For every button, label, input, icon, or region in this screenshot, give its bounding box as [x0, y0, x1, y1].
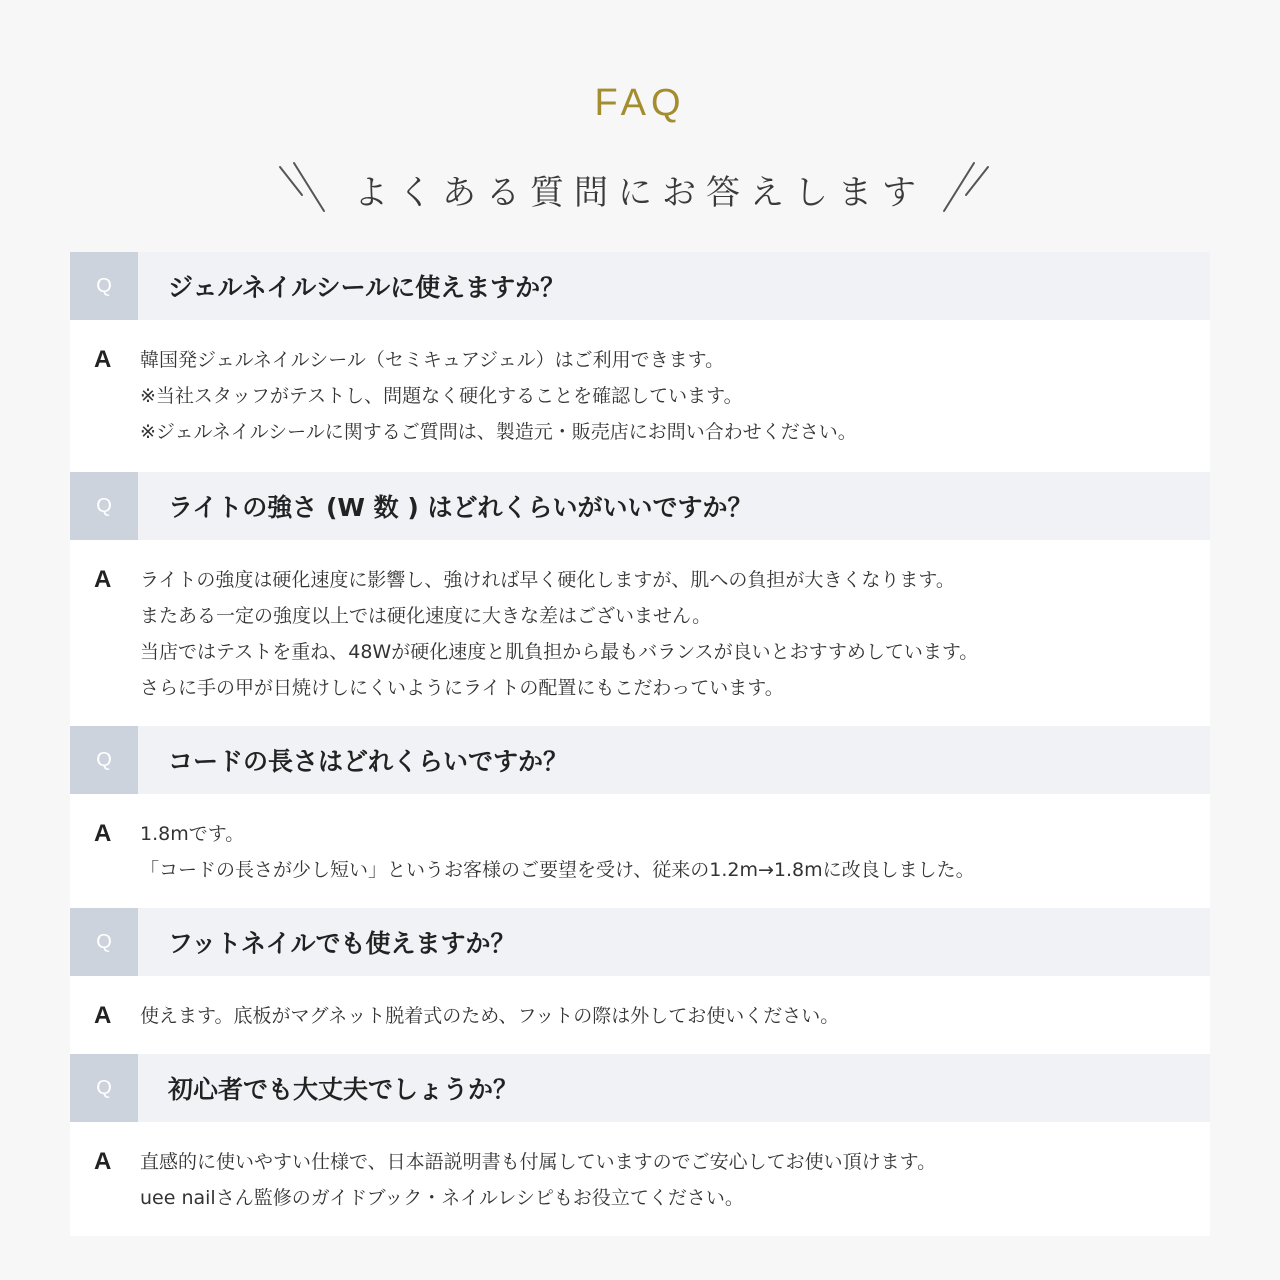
answer-text [140, 816, 975, 888]
question-text: コードの長さはどれくらいですか？ [168, 747, 569, 776]
answer-text [140, 1144, 936, 1216]
answer-mark: A [94, 820, 112, 847]
answer-line: さらに手の甲が日焼けしにくいようにライトの配置にもこだわっています。 [140, 677, 784, 699]
page-subtitle: よくある質問にお答えします [354, 173, 926, 213]
faq-item [70, 472, 1210, 726]
answer-line: ※ジェルネイルシールに関するご質問は、製造元・販売店にお問い合わせください。 [140, 421, 857, 443]
question-text: 初心者でも大丈夫でしょうか？ [168, 1075, 519, 1104]
question-row [70, 1054, 1210, 1122]
subtitle-row [0, 155, 1280, 225]
answer-line: 「コードの長さが少し短い」というお客様のご要望を受け、従来の1.2m→1.8mに改良しました。 [140, 859, 975, 881]
question-text: フットネイルでも使えますか？ [168, 929, 516, 958]
question-badge: Q [70, 252, 138, 320]
question-badge: Q [70, 1054, 138, 1122]
answer-line: ライトの強度は硬化速度に影響し、強ければ早く硬化しますが、肌への負担が大きくなります。 [140, 569, 955, 591]
slash-decoration-right-icon [936, 155, 996, 215]
question-row [70, 472, 1210, 540]
question-row [70, 252, 1210, 320]
answer-mark: A [94, 566, 112, 593]
question-badge: Q [70, 726, 138, 794]
faq-item [70, 252, 1210, 472]
answer-line: ※当社スタッフがテストし、問題なく硬化することを確認しています。 [140, 385, 743, 407]
question-row [70, 726, 1210, 794]
answer-row [70, 1122, 1210, 1236]
faq-item [70, 1054, 1210, 1236]
answer-mark: A [94, 1148, 112, 1175]
answer-row [70, 976, 1210, 1054]
answer-text [140, 342, 857, 450]
answer-line: 当店ではテストを重ね、48Wが硬化速度と肌負担から最もバランスが良いとおすすめしています。 [140, 641, 979, 663]
answer-row [70, 320, 1210, 472]
answer-line: 直感的に使いやすい仕様で、日本語説明書も付属していますのでご安心してお使い頂けます。 [140, 1151, 937, 1173]
slash-decoration-left-icon [272, 155, 332, 215]
answer-line: 1.8mです。 [140, 823, 245, 845]
answer-line: またある一定の強度以上では硬化速度に大きな差はございません。 [140, 605, 712, 627]
answer-line: uee nailさん監修のガイドブック・ネイルレシピもお役立てください。 [140, 1187, 744, 1209]
question-text: ジェルネイルシールに使えますか？ [168, 273, 566, 302]
faq-list [70, 252, 1210, 1236]
answer-line: 使えます。底板がマグネット脱着式のため、フットの際は外してお使いください。 [140, 1005, 840, 1027]
answer-text [140, 562, 978, 706]
question-text: ライトの強さ (W 数 ) はどれくらいがいいですか？ [168, 493, 753, 522]
page-title: FAQ [594, 82, 686, 124]
answer-row [70, 540, 1210, 726]
question-badge: Q [70, 908, 138, 976]
faq-item [70, 726, 1210, 908]
answer-text [140, 998, 839, 1034]
answer-line: 韓国発ジェルネイルシール（セミキュアジェル）はご利用できます。 [140, 349, 725, 371]
question-row [70, 908, 1210, 976]
faq-item [70, 908, 1210, 1054]
answer-mark: A [94, 1002, 112, 1029]
answer-mark: A [94, 346, 112, 373]
answer-row [70, 794, 1210, 908]
question-badge: Q [70, 472, 138, 540]
